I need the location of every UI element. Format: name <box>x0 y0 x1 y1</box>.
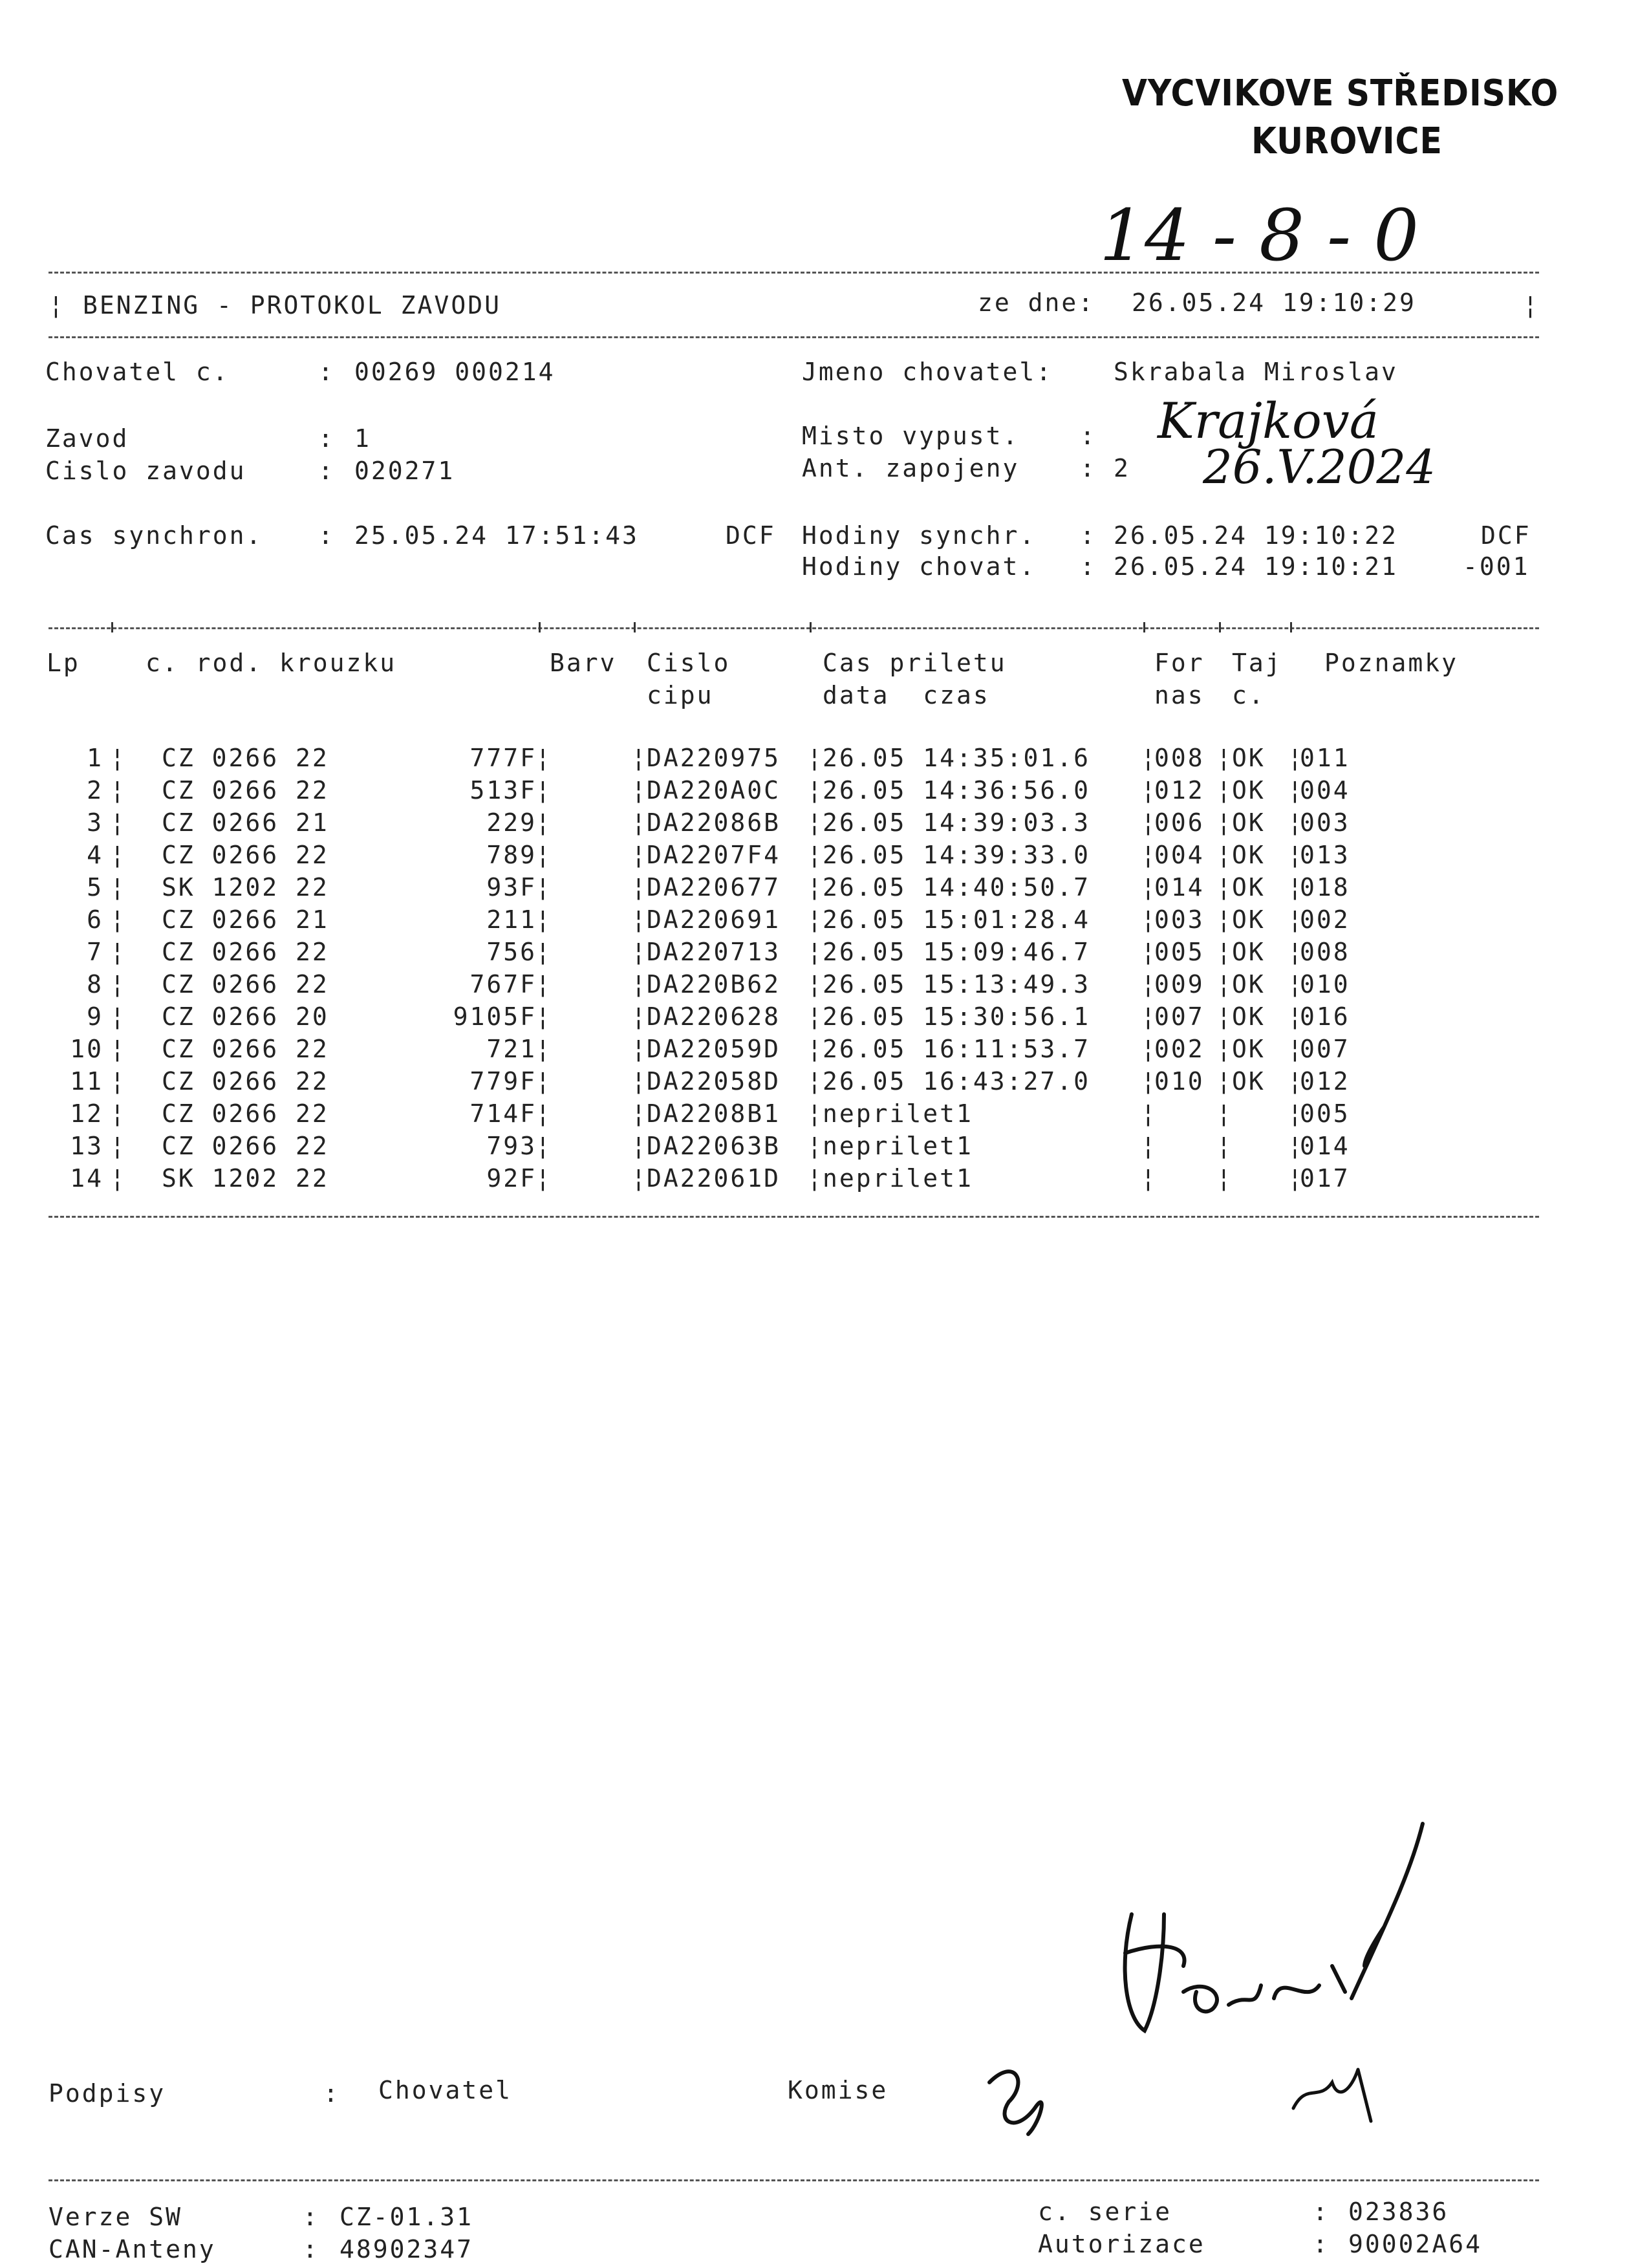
column-separator: ¦ <box>807 1099 822 1128</box>
cell-for: 006 <box>1154 808 1205 837</box>
cell-lp: 4 <box>87 841 103 869</box>
cell-ring-number: 793 <box>486 1132 537 1160</box>
cell-ring-number: 721 <box>486 1035 537 1063</box>
signature-scribble <box>970 1798 1461 2160</box>
col-header-time-2: data czas <box>823 681 990 709</box>
cell-taj: OK <box>1232 905 1266 934</box>
cell-note: 011 <box>1300 744 1350 772</box>
auto-label: Autorizace <box>1038 2230 1205 2258</box>
cell-lp: 11 <box>70 1067 103 1096</box>
column-separator: ¦ <box>110 744 125 772</box>
column-separator: ¦ <box>110 1099 125 1128</box>
column-separator: ¦ <box>1141 1132 1156 1160</box>
cell-for: 002 <box>1154 1035 1205 1063</box>
cell-for: 009 <box>1154 970 1205 999</box>
column-separator: ¦ <box>1216 1002 1231 1031</box>
column-separator: ¦ <box>535 1067 550 1096</box>
cell-arrival-time: 26.05 14:35:01.6 <box>823 744 1091 772</box>
cell-ring: CZ 0266 22 <box>162 1035 329 1063</box>
zavod-value: 1 <box>354 424 371 453</box>
column-separator: ¦ <box>1141 1002 1156 1031</box>
col-header-chip-1: Cislo <box>647 649 731 677</box>
cell-chip: DA22086B <box>647 808 781 837</box>
cell-note: 005 <box>1300 1099 1350 1128</box>
cell-taj: OK <box>1232 776 1266 805</box>
column-separator: ¦ <box>535 938 550 966</box>
cell-ring-number: 229 <box>486 808 537 837</box>
cell-ring-number: 789 <box>486 841 537 869</box>
cell-ring-number: 93F <box>486 873 537 902</box>
cell-for: 008 <box>1154 744 1205 772</box>
column-separator: ¦ <box>1216 1132 1231 1160</box>
cell-ring: CZ 0266 21 <box>162 905 329 934</box>
tick <box>539 622 541 632</box>
cell-arrival-time: 26.05 16:11:53.7 <box>823 1035 1091 1063</box>
cell-lp: 1 <box>87 744 103 772</box>
cell-note: 012 <box>1300 1067 1350 1096</box>
column-separator: ¦ <box>807 873 822 902</box>
column-separator: ¦ <box>1141 1099 1156 1128</box>
divider-footer <box>48 2179 1539 2181</box>
column-separator: ¦ <box>1141 970 1156 999</box>
cell-ring: CZ 0266 22 <box>162 841 329 869</box>
cell-lp: 3 <box>87 808 103 837</box>
table-divider-top <box>48 627 1539 629</box>
cell-lp: 2 <box>87 776 103 805</box>
cell-chip: DA22061D <box>647 1164 781 1193</box>
col-header-for-1: For <box>1154 649 1205 677</box>
column-separator: ¦ <box>1288 1035 1302 1063</box>
cell-for: 005 <box>1154 938 1205 966</box>
column-separator: ¦ <box>1141 905 1156 934</box>
cell-taj: OK <box>1232 744 1266 772</box>
cell-ring: CZ 0266 22 <box>162 744 329 772</box>
tick <box>634 622 636 632</box>
column-separator: ¦ <box>807 1002 822 1031</box>
verze-label: Verze SW <box>48 2203 183 2231</box>
chovatel-colon: : <box>318 358 335 386</box>
column-separator: ¦ <box>535 1132 550 1160</box>
column-separator: ¦ <box>631 744 646 772</box>
column-separator: ¦ <box>535 905 550 934</box>
column-separator: ¦ <box>631 1067 646 1096</box>
cell-taj: OK <box>1232 1002 1266 1031</box>
cell-ring: CZ 0266 20 <box>162 1002 329 1031</box>
komise-label: Komise <box>788 2076 889 2104</box>
signatures-colon: : <box>323 2079 340 2108</box>
cas-sync-label: Cas synchron. <box>45 521 263 550</box>
column-separator: ¦ <box>807 970 822 999</box>
cell-arrival-time: 26.05 14:40:50.7 <box>823 873 1091 902</box>
column-separator: ¦ <box>110 1132 125 1160</box>
column-separator: ¦ <box>807 841 822 869</box>
column-separator: ¦ <box>1216 776 1231 805</box>
verze-value: CZ-01.31 <box>339 2203 474 2231</box>
column-separator: ¦ <box>1141 808 1156 837</box>
column-separator: ¦ <box>807 1164 822 1193</box>
column-separator: ¦ <box>631 938 646 966</box>
hod-sync-value: 26.05.24 19:10:22 <box>1114 521 1398 550</box>
column-separator: ¦ <box>631 905 646 934</box>
cell-arrival-time: 26.05 15:01:28.4 <box>823 905 1091 934</box>
column-separator: ¦ <box>1288 1099 1302 1128</box>
column-separator: ¦ <box>1216 938 1231 966</box>
cell-ring-number: 777F <box>469 744 537 772</box>
cell-taj: OK <box>1232 938 1266 966</box>
column-separator: ¦ <box>110 808 125 837</box>
column-separator: ¦ <box>631 1035 646 1063</box>
cell-arrival-time: 26.05 15:30:56.1 <box>823 1002 1091 1031</box>
hod-sync-source: DCF <box>1481 521 1531 550</box>
column-separator: ¦ <box>1141 938 1156 966</box>
column-separator: ¦ <box>807 938 822 966</box>
col-header-taj-1: Taj <box>1232 649 1282 677</box>
can-colon: : <box>303 2235 319 2263</box>
column-separator: ¦ <box>110 841 125 869</box>
column-separator: ¦ <box>807 776 822 805</box>
column-separator: ¦ <box>535 776 550 805</box>
cell-ring-number: 767F <box>469 970 537 999</box>
cell-for: 010 <box>1154 1067 1205 1096</box>
cell-ring: SK 1202 22 <box>162 873 329 902</box>
column-separator: ¦ <box>1288 1067 1302 1096</box>
cell-ring-number: 714F <box>469 1099 537 1128</box>
column-separator: ¦ <box>1141 841 1156 869</box>
column-separator: ¦ <box>1288 1132 1302 1160</box>
column-separator: ¦ <box>631 1132 646 1160</box>
signatures-label: Podpisy <box>48 2079 166 2108</box>
misto-label: Misto vypust. <box>802 422 1020 450</box>
handwritten-place: Krajková <box>1158 392 1379 449</box>
cell-note: 003 <box>1300 808 1350 837</box>
cell-for: 012 <box>1154 776 1205 805</box>
cell-arrival-time: neprilet1 <box>823 1132 973 1160</box>
tick <box>1219 622 1221 632</box>
col-header-lp: Lp <box>47 649 80 677</box>
column-separator: ¦ <box>1288 744 1302 772</box>
table-divider-bottom <box>48 1216 1539 1218</box>
ant-value: 2 <box>1114 454 1130 482</box>
cell-ring: CZ 0266 22 <box>162 776 329 805</box>
cell-arrival-time: 26.05 14:39:33.0 <box>823 841 1091 869</box>
column-separator: ¦ <box>1216 841 1231 869</box>
col-header-time-1: Cas priletu <box>823 649 1007 677</box>
cell-note: 010 <box>1300 970 1350 999</box>
column-separator: ¦ <box>1216 970 1231 999</box>
jmeno-label: Jmeno chovatel: <box>802 358 1053 386</box>
verze-colon: : <box>303 2203 319 2231</box>
cell-arrival-time: 26.05 16:43:27.0 <box>823 1067 1091 1096</box>
tick <box>1290 622 1292 632</box>
col-header-barv: Barv <box>550 649 617 677</box>
cell-ring: CZ 0266 22 <box>162 938 329 966</box>
column-separator: ¦ <box>110 776 125 805</box>
cell-chip: DA220677 <box>647 873 781 902</box>
cas-sync-source: DCF <box>726 521 776 550</box>
cell-note: 002 <box>1300 905 1350 934</box>
cell-ring-number: 779F <box>469 1067 537 1096</box>
divider-header <box>48 336 1539 338</box>
cell-ring-number: 9105F <box>453 1002 537 1031</box>
cell-lp: 8 <box>87 970 103 999</box>
column-separator: ¦ <box>807 808 822 837</box>
column-separator: ¦ <box>1141 744 1156 772</box>
chovatel-value: 00269 000214 <box>354 358 555 386</box>
cell-taj: OK <box>1232 1067 1266 1096</box>
cell-taj: OK <box>1232 1035 1266 1063</box>
cell-note: 004 <box>1300 776 1350 805</box>
cislo-value: 020271 <box>354 457 455 485</box>
column-separator: ¦ <box>807 1067 822 1096</box>
column-separator: ¦ <box>535 873 550 902</box>
cell-chip: DA22059D <box>647 1035 781 1063</box>
cell-chip: DA220691 <box>647 905 781 934</box>
cell-lp: 14 <box>70 1164 103 1193</box>
col-header-for-2: nas <box>1154 681 1205 709</box>
ant-colon: : <box>1080 454 1097 482</box>
column-separator: ¦ <box>1288 776 1302 805</box>
column-separator: ¦ <box>1216 1035 1231 1063</box>
column-separator: ¦ <box>631 1099 646 1128</box>
cell-lp: 7 <box>87 938 103 966</box>
hod-chov-value: 26.05.24 19:10:21 <box>1114 552 1398 581</box>
column-separator: ¦ <box>631 1002 646 1031</box>
cell-chip: DA22063B <box>647 1132 781 1160</box>
chovatel-signature-label: Chovatel <box>378 2076 513 2104</box>
cell-note: 007 <box>1300 1035 1350 1063</box>
column-separator: ¦ <box>1141 873 1156 902</box>
divider-top <box>48 272 1539 274</box>
column-separator: ¦ <box>1216 905 1231 934</box>
tick <box>810 622 812 632</box>
cell-chip: DA22058D <box>647 1067 781 1096</box>
column-separator: ¦ <box>535 841 550 869</box>
stamp-line-2: KUROVICE <box>1251 120 1443 162</box>
serie-label: c. serie <box>1038 2198 1172 2226</box>
cell-arrival-time: 26.05 14:36:56.0 <box>823 776 1091 805</box>
cell-ring-number: 211 <box>486 905 537 934</box>
cell-lp: 9 <box>87 1002 103 1031</box>
column-separator: ¦ <box>1141 776 1156 805</box>
cell-arrival-time: neprilet1 <box>823 1099 973 1128</box>
document-title: BENZING - PROTOKOL ZAVODU <box>83 291 501 319</box>
column-separator: ¦ <box>110 938 125 966</box>
column-separator: ¦ <box>535 1002 550 1031</box>
column-separator: ¦ <box>1216 1099 1231 1128</box>
cell-ring: CZ 0266 22 <box>162 1067 329 1096</box>
cell-for: 007 <box>1154 1002 1205 1031</box>
stamp-line-1: VYCVIKOVE STŘEDISKO <box>1122 72 1559 114</box>
cell-ring-number: 513F <box>469 776 537 805</box>
ant-label: Ant. zapojeny <box>802 454 1020 482</box>
cell-note: 008 <box>1300 938 1350 966</box>
column-separator: ¦ <box>1288 970 1302 999</box>
handwritten-date: 26.V.2024 <box>1203 440 1436 494</box>
date-label: ze dne: <box>978 288 1095 317</box>
col-header-ring: c. rod. krouzku <box>146 649 397 677</box>
column-separator: ¦ <box>1288 1164 1302 1193</box>
cell-lp: 13 <box>70 1132 103 1160</box>
cell-ring-number: 756 <box>486 938 537 966</box>
cell-ring: CZ 0266 22 <box>162 970 329 999</box>
column-separator: ¦ <box>631 776 646 805</box>
cell-arrival-time: 26.05 15:13:49.3 <box>823 970 1091 999</box>
date-value: 26.05.24 19:10:29 <box>1132 288 1416 317</box>
cell-lp: 12 <box>70 1099 103 1128</box>
misto-colon: : <box>1080 422 1097 450</box>
column-separator: ¦ <box>1216 1164 1231 1193</box>
cislo-colon: : <box>318 457 335 485</box>
cell-note: 013 <box>1300 841 1350 869</box>
column-separator: ¦ <box>807 744 822 772</box>
serie-value: 023836 <box>1348 2198 1449 2226</box>
hod-chov-source: -001 <box>1463 552 1530 581</box>
hod-sync-colon: : <box>1080 521 1097 550</box>
cell-ring: SK 1202 22 <box>162 1164 329 1193</box>
column-separator: ¦ <box>1216 1067 1231 1096</box>
cell-taj: OK <box>1232 873 1266 902</box>
cell-lp: 5 <box>87 873 103 902</box>
column-separator: ¦ <box>1141 1067 1156 1096</box>
column-separator: ¦ <box>631 841 646 869</box>
can-label: CAN-Anteny <box>48 2235 216 2263</box>
cell-chip: DA220B62 <box>647 970 781 999</box>
cell-taj: OK <box>1232 808 1266 837</box>
hod-sync-label: Hodiny synchr. <box>802 521 1037 550</box>
handwritten-code: 14 - 8 - 0 <box>1099 194 1419 277</box>
column-separator: ¦ <box>1288 841 1302 869</box>
cell-chip: DA220975 <box>647 744 781 772</box>
cell-note: 016 <box>1300 1002 1350 1031</box>
column-separator: ¦ <box>1216 808 1231 837</box>
column-separator: ¦ <box>807 905 822 934</box>
zavod-label: Zavod <box>45 424 129 453</box>
jmeno-value: Skrabala Miroslav <box>1114 358 1398 386</box>
column-separator: ¦ <box>1288 905 1302 934</box>
hod-chov-label: Hodiny chovat. <box>802 552 1037 581</box>
column-separator: ¦ <box>110 970 125 999</box>
column-separator: ¦ <box>110 1067 125 1096</box>
column-separator: ¦ <box>631 1164 646 1193</box>
column-separator: ¦ <box>110 1002 125 1031</box>
column-separator: ¦ <box>1288 873 1302 902</box>
header-bar-right: ¦ <box>1523 291 1540 319</box>
cell-taj: OK <box>1232 970 1266 999</box>
column-separator: ¦ <box>631 873 646 902</box>
column-separator: ¦ <box>1216 744 1231 772</box>
col-header-chip-2: cipu <box>647 681 714 709</box>
tick <box>1143 622 1145 632</box>
cell-chip: DA220A0C <box>647 776 781 805</box>
column-separator: ¦ <box>535 1099 550 1128</box>
col-header-taj-2: c. <box>1232 681 1266 709</box>
cell-for: 003 <box>1154 905 1205 934</box>
column-separator: ¦ <box>110 1035 125 1063</box>
auto-colon: : <box>1313 2230 1330 2258</box>
cell-chip: DA2207F4 <box>647 841 781 869</box>
cell-for: 004 <box>1154 841 1205 869</box>
column-separator: ¦ <box>1141 1164 1156 1193</box>
column-separator: ¦ <box>535 1164 550 1193</box>
column-separator: ¦ <box>110 1164 125 1193</box>
cislo-label: Cislo zavodu <box>45 457 246 485</box>
serie-colon: : <box>1313 2198 1330 2226</box>
header-bar-left: ¦ <box>48 291 65 319</box>
can-value: 48902347 <box>339 2235 474 2263</box>
zavod-colon: : <box>318 424 335 453</box>
cell-arrival-time: 26.05 14:39:03.3 <box>823 808 1091 837</box>
cell-note: 017 <box>1300 1164 1350 1193</box>
cell-ring: CZ 0266 21 <box>162 808 329 837</box>
column-separator: ¦ <box>631 808 646 837</box>
auto-value: 90002A64 <box>1348 2230 1483 2258</box>
cell-lp: 6 <box>87 905 103 934</box>
column-separator: ¦ <box>535 970 550 999</box>
column-separator: ¦ <box>110 873 125 902</box>
cell-taj: OK <box>1232 841 1266 869</box>
column-separator: ¦ <box>807 1132 822 1160</box>
cell-arrival-time: 26.05 15:09:46.7 <box>823 938 1091 966</box>
column-separator: ¦ <box>1141 1035 1156 1063</box>
cas-sync-value: 25.05.24 17:51:43 <box>354 521 639 550</box>
cell-chip: DA220628 <box>647 1002 781 1031</box>
column-separator: ¦ <box>1216 873 1231 902</box>
cell-ring: CZ 0266 22 <box>162 1132 329 1160</box>
tick <box>111 622 113 632</box>
cell-note: 018 <box>1300 873 1350 902</box>
column-separator: ¦ <box>1288 808 1302 837</box>
column-separator: ¦ <box>110 905 125 934</box>
column-separator: ¦ <box>535 808 550 837</box>
cell-lp: 10 <box>70 1035 103 1063</box>
column-separator: ¦ <box>535 1035 550 1063</box>
column-separator: ¦ <box>631 970 646 999</box>
cell-chip: DA2208B1 <box>647 1099 781 1128</box>
column-separator: ¦ <box>1288 938 1302 966</box>
cell-ring: CZ 0266 22 <box>162 1099 329 1128</box>
column-separator: ¦ <box>1288 1002 1302 1031</box>
hod-chov-colon: : <box>1080 552 1097 581</box>
cell-arrival-time: neprilet1 <box>823 1164 973 1193</box>
cas-sync-colon: : <box>318 521 335 550</box>
cell-for: 014 <box>1154 873 1205 902</box>
cell-note: 014 <box>1300 1132 1350 1160</box>
col-header-notes: Poznamky <box>1324 649 1459 677</box>
cell-ring-number: 92F <box>486 1164 537 1193</box>
column-separator: ¦ <box>535 744 550 772</box>
chovatel-label: Chovatel c. <box>45 358 230 386</box>
column-separator: ¦ <box>807 1035 822 1063</box>
cell-chip: DA220713 <box>647 938 781 966</box>
